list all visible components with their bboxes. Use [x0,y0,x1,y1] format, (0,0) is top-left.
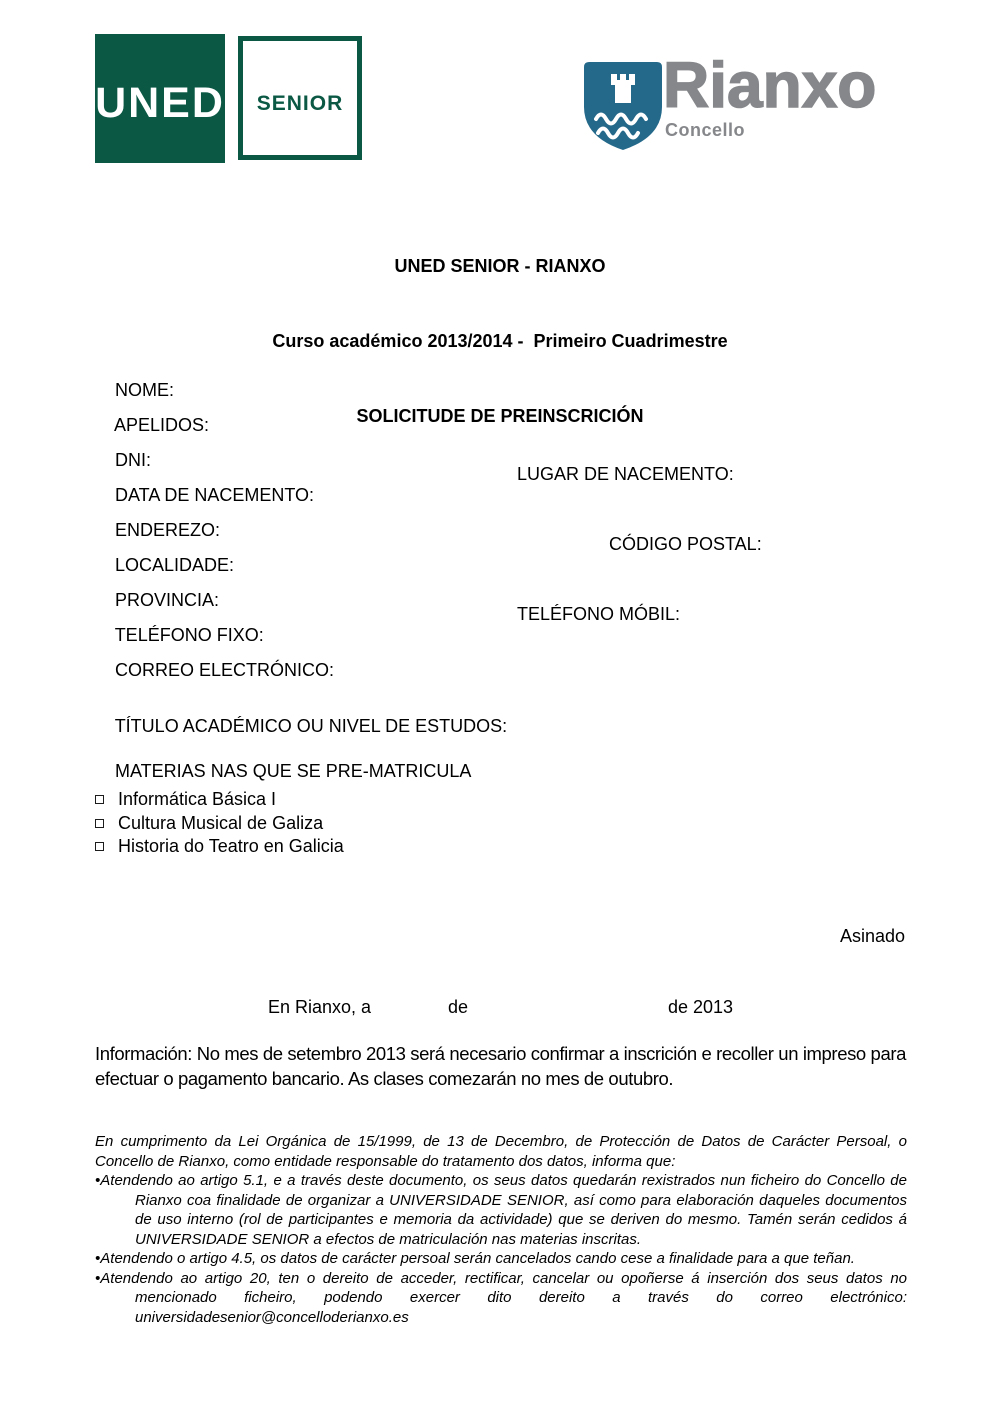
subject-checkbox[interactable] [95,842,104,851]
uned-logo [95,34,225,163]
field-label-localidade: LOCALIDADE: [115,555,235,575]
legal-intro: En cumprimento da Lei Orgánica de 15/1999, de 13 de Decembro, de Protección de Datos de Carácter Persoal, o Concello de Rianxo, como entidade responsable do tratamento dos datos, informa que: [95,1133,907,1170]
field-label-nome: NOME: [115,380,175,400]
rianxo-shield-icon [583,61,663,151]
materias-heading-label: MATERIAS NAS QUE SE PRE-MATRICULA [115,761,472,781]
field-label-apelidos: APELIDOS: [114,415,210,435]
field-label-titulo: TÍTULO ACADÉMICO OU NIVEL DE ESTUDOS: [114,716,508,736]
subject-checkbox[interactable] [95,819,104,828]
field-label-dni: DNI: [115,450,152,470]
signature-date-line [0,997,1000,1019]
signature-de: de [448,997,469,1017]
subject-label: Historia do Teatro en Galicia [118,836,344,857]
field-label-data-nacemento: DATA DE NACEMENTO: [115,485,315,505]
field-row-correo [95,639,905,702]
field-label-telefono-fixo: TELÉFONO FIXO: [114,625,264,645]
subject-row [95,788,344,812]
field-label-lugar-nacemento: LUGAR DE NACEMENTO: [517,464,734,484]
field-label-correo: CORREO ELECTRÓNICO: [115,660,335,680]
subject-row [95,812,344,836]
field-label-provincia: PROVINCIA: [115,590,220,610]
legal-bullet-3: • Atendendo ao artigo 20, ten o dereito de acceder, rectificar, cancelar ou opoñerse á inserción dos seus datos no mencionado ficheiro, podendo exercer dito dereito a través do correo electrónico: universidadesenior@concelloderianxo.es [95,1269,907,1328]
title-line-1: UNED SENIOR - RIANXO [394,256,606,276]
subjects-list [95,788,344,859]
uned-logo-text: UNED [95,79,225,127]
title-line-2: Curso académico 2013/2014 - Primeiro Cuadrimestre [272,331,728,351]
information-paragraph: Información: No mes de setembro 2013 será necesario confirmar a inscrición e recoller un impreso para efectuar o pagamento bancario. As clases comezarán no mes de outubro. [95,1043,906,1089]
subject-checkbox[interactable] [95,795,104,804]
legal-bullet-2: • Atendendo o artigo 4.5, os datos de carácter persoal serán cancelados cando cese a finalidade para a que teñan. [95,1249,907,1269]
signature-year: de 2013 [668,997,734,1017]
legal-bullet-1: • Atendendo ao artigo 5.1, e a través deste documento, os seus datos quedarán rexistrados nun ficheiro do Concello de Rianxo coa finalidade de organizar a UNIVERSIDADE SENIOR, así como para elaboración daqueles documentos de uso interno (rol de participantes e memoria da actividade) que se deriven do mesmo. Tamén serán cedidos á UNIVERSIDADE SENIOR a efectos de matriculación nas materias inscritas. [95,1171,907,1249]
subject-row [95,835,344,859]
field-label-enderezo: ENDEREZO: [115,520,221,540]
concello-label: Concello [665,120,746,140]
signature-place: En Rianxo, a [268,997,372,1017]
field-label-codigo-postal: CÓDIGO POSTAL: [609,534,762,554]
signed-label: Asinado [839,926,905,946]
legal-notice [95,1132,907,1327]
senior-logo-text: SENIOR [256,92,344,115]
subject-label: Cultura Musical de Galiza [118,812,324,833]
title-line-3: SOLICITUDE DE PREINSCRICIÓN [356,406,644,426]
field-label-telefono-mobil: TELÉFONO MÓBIL: [517,604,681,624]
rianxo-wordmark: Rianxo [663,49,877,121]
subject-label: Informática Básica I [118,789,277,810]
uned-senior-logo [238,36,362,160]
